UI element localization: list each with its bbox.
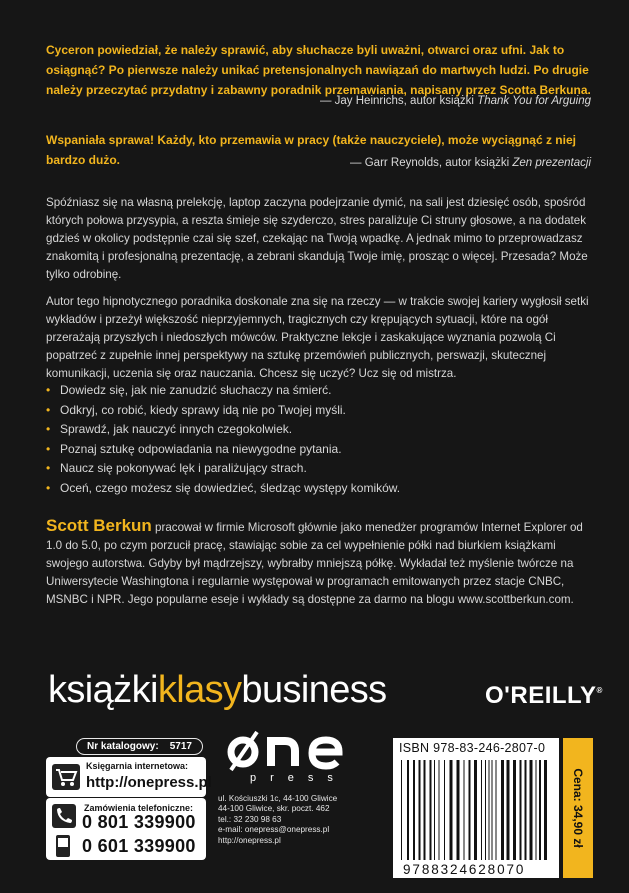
online-shop-url[interactable]: http://onepress.pl [86, 774, 212, 791]
bullet-icon: • [46, 480, 51, 495]
list-item: • Oceń, czego możesz się dowiedzieć, śledząc występy komików. [46, 479, 594, 499]
shopping-cart-icon [52, 764, 80, 790]
barcode-digits: 9788324628070 [403, 862, 526, 877]
catalog-number: Nr katalogowy: 5717 [76, 738, 203, 755]
list-item: • Odkryj, co robić, kiedy sprawy idą nie po Twojej myśli. [46, 401, 594, 421]
quote-2-author: — Garr Reynolds, autor książki [350, 157, 510, 169]
barcode-box [393, 738, 559, 878]
online-shop-label: Księgarnia internetowa: [86, 761, 189, 771]
description-paragraph-2: Autor tego hipnotycznego poradnika doskonale zna się na rzeczy — w trakcie swojej kariery wygłosił setki wykładów i przeżył większość nieprzyjemnych, tragicznych czy krępujących sytuacji, które na ogół przerażają przyszłych i niedoszłych mówców. Praktyczne lekcje i zaskakujące wyznania pozwolą Ci popatrzeć z zupełnie innej perspektywy na sztukę przemówień publicznych, perswazji, skutecznej komunikacji, uczenia się oraz nauczania. Chcesz się uczyć? Ucz się od mistrza. [46, 295, 589, 380]
bullet-icon: • [46, 441, 51, 456]
price-strip [563, 738, 593, 878]
quote-2-book: Zen prezentacji [512, 157, 591, 169]
list-item: • Poznaj sztukę odpowiadania na niewygodne pytania. [46, 440, 594, 460]
list-item: • Dowiedz się, jak nie zanudzić słuchaczy na śmierć. [46, 381, 594, 401]
quote-1: Cyceron powiedział, że należy sprawić, aby słuchacze byli uważni, otwarci oraz ufni. Jak to osiągnąć? Po pierwsze należy unikać pretensjonalnych nawiązań do martwych ludzi. Po drugie należy przeczytać przydatny i zabawny poradnik przemawiania, napisany przez Scotta Berkuna. [46, 43, 591, 97]
phone-number-mobile[interactable]: 0 601 339900 [82, 836, 196, 856]
bullet-icon: • [46, 422, 51, 436]
author-bio [46, 517, 594, 609]
barcode-icon [399, 760, 553, 864]
mobile-phone-icon [55, 834, 71, 858]
phone-icon [52, 804, 76, 828]
quote-1-attribution [320, 95, 591, 107]
isbn-text: ISBN 978-83-246-2807-0 [399, 741, 546, 755]
phone-orders-label: Zamówienia telefoniczne: [84, 803, 194, 813]
list-item: • Sprawdź, jak nauczyć innych czegokolwiek. [46, 420, 594, 440]
press-label: press [250, 772, 347, 784]
bullet-icon: • [46, 461, 51, 475]
author-name: Scott Berkun [46, 516, 152, 535]
series-logo: książkiklasybusiness [48, 669, 387, 711]
publisher-address: ul. Kościuszki 1c, 44-100 Gliwice 44-100 Gliwice, skr. poczt. 462 tel.: 32 230 98 63 e-mail: onepress@onepress.pl http://onepress.pl [218, 794, 338, 845]
feature-list [46, 381, 594, 498]
description-paragraph-1: Spóźniasz się na własną prelekcję, laptop zaczyna podejrzanie dymić, na sali jest dziesięć osób, spośród których połowa przysypia, a reszta śmieje się szyderczo, stres paraliżuje Ci struny głosowe, a na dodatek gdzieś w okolicy podstępnie czai się szef, czekając na Twoją wpadkę. A jednak mimo to przeprowadzasz znakomitą i profesjonalną prezentację, a zebrani skandują Twoje imię, prosząc o więcej. Przesada? Może tylko odrobinę. [46, 196, 588, 281]
quote-1-author: — Jay Heinrichs, autor książki [319, 95, 474, 107]
phone-orders-box [46, 798, 206, 860]
phone-number-landline[interactable]: 0 801 339900 [82, 812, 196, 832]
price-label: Cena: 34,90 zł [571, 768, 585, 848]
quote-1-book: Thank You for Arguing [477, 95, 591, 107]
oreilly-logo: O'REILLY® [485, 682, 603, 709]
online-shop-box[interactable] [46, 757, 212, 797]
bullet-icon: • [46, 383, 51, 397]
quote-2-attribution [350, 157, 591, 169]
author-bio-text: pracował w firmie Microsoft głównie jako menedżer programów Internet Explorer od 1.0 do 5.0, po czym porzucił pracę, stawiając sobie za cel wypełnienie półki nad biurkiem książkami swojego autorstwa. Gdyby był mądrzejszy, wybrałby mniejszą półkę. Wykładał też myślenie twórcze na Uniwersytecie Washingtona i regularnie występował w programach emitowanych przez stacje CNBC, MSNBC i NPR. Jego popularne eseje i wykłady są dostępne za darmo na blogu www.scottberkun.com. [46, 521, 583, 606]
quote-2: Wspaniała sprawa! Każdy, kto przemawia w pracy (także nauczyciele), może wyciągnąć z niej bardzo dużo. [46, 133, 576, 167]
bullet-icon: • [46, 402, 51, 417]
list-item: • Naucz się pokonywać lęk i paraliżujący strach. [46, 459, 594, 479]
